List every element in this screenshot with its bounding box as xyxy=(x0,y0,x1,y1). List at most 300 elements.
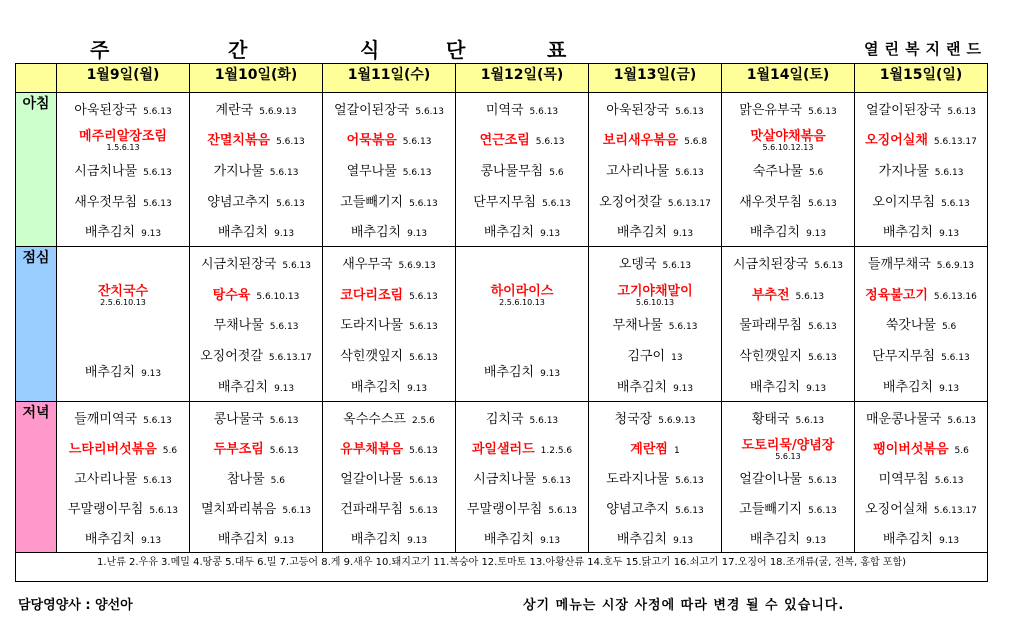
menu-item-list xyxy=(190,247,322,401)
dish-name: 숙주나물 xyxy=(752,163,803,179)
dish-name: 맑은유부국 xyxy=(739,102,803,118)
menu-cell xyxy=(57,93,190,247)
dish-name: 배추김치 xyxy=(616,225,668,241)
allergen-codes: 5.6.13 xyxy=(282,505,311,516)
menu-cell xyxy=(323,402,456,553)
dish-name: 매운콩나물국 xyxy=(866,411,942,427)
allergen-codes: 5.6.13 xyxy=(409,445,438,456)
dish-name: 오뎅국 xyxy=(618,256,657,272)
menu-item xyxy=(722,492,854,522)
dish-name: 가지나물 xyxy=(878,163,929,179)
allergen-codes: 5.6.13 xyxy=(282,260,311,271)
allergen-codes: 5.6.13 xyxy=(409,475,438,486)
allergen-codes: 5.6.13 xyxy=(143,106,172,117)
dish-name: 미역국 xyxy=(485,102,524,118)
main-dish-name: 유부채볶음 xyxy=(340,441,404,457)
menu-item xyxy=(190,402,322,432)
dish-name: 고들빼기지 xyxy=(739,501,803,517)
menu-item xyxy=(589,215,721,246)
dish-name: 시금치나물 xyxy=(74,163,138,179)
menu-item xyxy=(57,185,189,216)
allergen-codes: 5.6.13 xyxy=(402,137,432,148)
allergen-codes: 5.6.13 xyxy=(947,415,976,426)
menu-item xyxy=(190,278,322,309)
day-header: 1월14일(토) xyxy=(722,64,855,93)
allergen-codes: 9.13 xyxy=(540,229,561,240)
menu-item-list xyxy=(855,247,987,401)
dish-name: 도라지나물 xyxy=(606,471,670,487)
menu-item xyxy=(589,402,721,432)
allergen-codes: 5.6 xyxy=(162,445,178,456)
menu-item xyxy=(589,309,721,340)
allergen-codes: 5.6.13 xyxy=(808,322,837,333)
dish-name: 김치국 xyxy=(485,411,524,427)
allergy-row xyxy=(16,553,988,582)
menu-cell xyxy=(589,247,722,402)
menu-item xyxy=(57,215,189,246)
main-dish-name: 연근조림 xyxy=(479,133,530,149)
dish-name: 얼갈이된장국 xyxy=(866,102,942,118)
allergy-legend: 1.난류 2.우유 3.메밀 4.땅콩 5.대두 6.밀 7.고등어 8.게 9.새우 10.돼지고기 11.복숭아 12.토마토 13.아황산류 14.호두 15.닭고기 16.쇠고기 17.오징어 18.조개류(굴, 전복, 홍합 포함) xyxy=(16,553,988,582)
allergen-codes: 5.6.10.13 xyxy=(635,297,675,307)
menu-item xyxy=(589,462,721,492)
main-dish-name: 잔치국수 xyxy=(97,283,149,299)
allergen-codes: 5.6.13.17 xyxy=(933,505,977,516)
dish-name: 새우젓무침 xyxy=(74,194,138,210)
allergen-codes: 9.13 xyxy=(274,535,295,546)
allergen-codes: 5.6 xyxy=(941,322,957,333)
menu-item xyxy=(323,402,455,432)
menu-item xyxy=(589,154,721,185)
dish-name: 시금치된장국 xyxy=(201,256,277,272)
menu-item xyxy=(323,522,455,552)
menu-item xyxy=(57,402,189,432)
menu-item xyxy=(323,278,455,309)
dish-name: 배추김치 xyxy=(217,531,269,547)
dish-name: 미역무침 xyxy=(878,471,929,487)
allergen-codes: 5.6.13 xyxy=(675,505,704,516)
allergen-codes: 5.6.13 xyxy=(542,475,571,486)
day-header: 1월12일(목) xyxy=(456,64,589,93)
main-dish-name: 맛살야채볶음 xyxy=(750,129,826,145)
menu-item xyxy=(456,124,588,155)
menu-item-list xyxy=(57,402,189,552)
menu-cell xyxy=(323,93,456,247)
meal-row xyxy=(16,402,988,553)
menu-item-list xyxy=(589,93,721,246)
dish-name: 고들빼기지 xyxy=(340,194,404,210)
allergen-codes: 5.6.13 xyxy=(947,106,976,117)
dish-name: 삭힌깻잎지 xyxy=(739,349,803,365)
allergen-codes: 9.13 xyxy=(141,229,162,240)
menu-item xyxy=(57,154,189,185)
menu-item xyxy=(456,154,588,185)
menu-item xyxy=(456,93,588,124)
dish-name: 배추김치 xyxy=(483,225,535,241)
allergen-codes: 1 xyxy=(673,445,680,456)
menu-item xyxy=(855,432,987,462)
main-dish-name: 하이라이스 xyxy=(490,283,554,299)
allergen-codes: 2.5.6.10.13 xyxy=(499,297,545,307)
menu-cell xyxy=(722,93,855,247)
allergen-codes: 5.6.13 xyxy=(269,415,299,426)
menu-item-list xyxy=(722,247,854,401)
allergen-codes: 9.13 xyxy=(407,229,428,240)
day-header: 1월11일(수) xyxy=(323,64,456,93)
dish-name: 오징어실채 xyxy=(865,501,928,517)
menu-item xyxy=(57,522,189,552)
allergen-codes: 9.13 xyxy=(141,535,162,546)
menu-item xyxy=(323,492,455,522)
menu-item xyxy=(722,309,854,340)
allergen-codes: 5.6.13.17 xyxy=(268,353,312,364)
dish-name: 들깨무채국 xyxy=(867,256,931,272)
main-dish-name: 보리새우볶음 xyxy=(602,133,679,149)
meal-row xyxy=(16,93,988,247)
menu-item xyxy=(722,124,854,155)
menu-item-list xyxy=(456,247,588,401)
dish-name: 배추김치 xyxy=(882,531,934,547)
menu-item xyxy=(589,185,721,216)
main-dish-name: 도토리묵/양념장 xyxy=(741,437,835,453)
allergen-codes: 9.13 xyxy=(939,535,960,546)
menu-item xyxy=(456,339,588,401)
menu-item xyxy=(57,124,189,155)
dish-name: 무말랭이무침 xyxy=(467,501,543,517)
menu-item xyxy=(589,247,721,278)
title-char-5: 표 xyxy=(547,38,567,62)
main-dish-name: 계란찜 xyxy=(630,441,668,457)
dish-name: 참나물 xyxy=(226,471,265,487)
allergen-codes: 9.13 xyxy=(673,229,694,240)
menu-item-list xyxy=(323,247,455,401)
dish-name: 시금치나물 xyxy=(473,471,537,487)
menu-item xyxy=(855,309,987,340)
dish-name: 배추김치 xyxy=(350,531,402,547)
menu-item xyxy=(855,492,987,522)
allergen-codes: 5.6.13.17 xyxy=(667,198,711,209)
header-corner xyxy=(16,64,57,93)
menu-cell xyxy=(57,402,190,553)
menu-item-list xyxy=(722,402,854,552)
menu-item xyxy=(456,402,588,432)
day-header-row xyxy=(16,64,988,93)
dish-name: 배추김치 xyxy=(749,225,801,241)
menu-item xyxy=(855,215,987,246)
dish-name: 배추김치 xyxy=(616,531,668,547)
menu-item xyxy=(57,339,189,401)
dish-name: 오이지무침 xyxy=(872,194,936,210)
allergen-codes: 5.6.13 xyxy=(269,167,299,178)
menu-item xyxy=(323,309,455,340)
allergen-codes: 9.13 xyxy=(673,384,694,395)
dish-name: 콩나물무침 xyxy=(480,163,544,179)
menu-item-list xyxy=(57,247,189,401)
menu-item xyxy=(323,339,455,370)
allergen-codes: 5.6.13 xyxy=(548,505,577,516)
allergen-codes: 5.6.10.13 xyxy=(256,291,300,302)
allergen-codes: 5.6.13 xyxy=(276,198,305,209)
allergen-codes: 5.6.13 xyxy=(934,167,964,178)
dish-name: 얼갈이나물 xyxy=(739,471,803,487)
allergen-codes: 5.6 xyxy=(270,475,285,486)
menu-item-list xyxy=(323,93,455,246)
dish-name: 얼갈이된장국 xyxy=(334,102,410,118)
menu-item xyxy=(855,185,987,216)
allergen-codes: 5.6.9.13 xyxy=(259,106,297,117)
menu-item xyxy=(589,370,721,401)
menu-cell xyxy=(57,247,190,402)
allergen-codes: 1.5.6.13 xyxy=(106,143,140,153)
menu-cell xyxy=(323,247,456,402)
allergen-codes: 9.13 xyxy=(141,368,162,379)
main-dish-name: 정육불고기 xyxy=(865,287,928,303)
allergen-codes: 5.6.13 xyxy=(775,451,801,461)
menu-item xyxy=(589,339,721,370)
allergen-codes: 9.13 xyxy=(407,384,428,395)
dish-name: 아욱된장국 xyxy=(74,102,138,118)
dish-name: 쑥갓나물 xyxy=(885,318,936,334)
main-dish-name: 과일샐러드 xyxy=(471,441,535,457)
allergen-codes: 9.13 xyxy=(540,368,561,379)
dish-name: 청국장 xyxy=(614,411,653,427)
allergen-codes: 13 xyxy=(671,353,683,364)
organization-name: 열린복지랜드 xyxy=(864,40,987,58)
menu-item xyxy=(456,185,588,216)
title-char-3: 식 xyxy=(360,38,380,62)
menu-item xyxy=(855,93,987,124)
dish-name: 배추김치 xyxy=(217,225,269,241)
menu-item xyxy=(722,402,854,432)
dish-name: 오징어젓갈 xyxy=(599,194,662,210)
allergen-codes: 5.6.13 xyxy=(415,106,444,117)
menu-item xyxy=(589,492,721,522)
menu-cell xyxy=(855,93,988,247)
menu-item xyxy=(190,124,322,155)
main-dish-name: 잔멸치볶음 xyxy=(207,133,271,149)
dish-name: 김구이 xyxy=(627,349,666,365)
dish-name: 물파래무침 xyxy=(739,318,803,334)
menu-cell xyxy=(456,402,589,553)
menu-item xyxy=(190,522,322,552)
menu-item xyxy=(323,432,455,462)
menu-cell xyxy=(456,247,589,402)
dish-name: 건파래무침 xyxy=(340,501,404,517)
allergen-codes: 2.5.6 xyxy=(411,415,435,426)
menu-item xyxy=(722,93,854,124)
menu-item xyxy=(190,370,322,401)
menu-cell xyxy=(722,402,855,553)
allergen-codes: 9.13 xyxy=(806,229,827,240)
dish-name: 아욱된장국 xyxy=(606,102,670,118)
dish-name: 고사리나물 xyxy=(74,471,138,487)
allergen-codes: 5.6.9.13 xyxy=(398,260,436,271)
allergen-codes: 5.6.13 xyxy=(808,475,837,486)
allergen-codes: 5.6.13 xyxy=(409,353,438,364)
menu-item xyxy=(456,462,588,492)
menu-item xyxy=(323,370,455,401)
allergen-codes: 5.6.13 xyxy=(808,106,837,117)
menu-item xyxy=(190,432,322,462)
menu-item-list xyxy=(323,402,455,552)
dish-name: 배추김치 xyxy=(350,380,402,396)
dish-name: 단무지무침 xyxy=(872,349,936,365)
dish-name: 배추김치 xyxy=(84,531,136,547)
meal-row xyxy=(16,247,988,402)
allergen-codes: 5.6.9.13 xyxy=(658,415,696,426)
dish-name: 들깨미역국 xyxy=(74,411,138,427)
allergen-codes: 5.6.10.12.13 xyxy=(762,143,814,153)
allergen-codes: 5.6.13 xyxy=(402,167,432,178)
menu-item xyxy=(855,370,987,401)
menu-item xyxy=(589,522,721,552)
weekly-menu-table xyxy=(15,63,988,582)
menu-cell xyxy=(190,93,323,247)
allergen-codes: 5.6.13 xyxy=(934,475,964,486)
allergen-codes: 5.6.13.16 xyxy=(933,291,977,302)
menu-item xyxy=(57,462,189,492)
menu-item xyxy=(323,462,455,492)
menu-item xyxy=(456,522,588,552)
menu-item xyxy=(190,462,322,492)
menu-item xyxy=(855,339,987,370)
menu-cell xyxy=(855,247,988,402)
dietitian-label: 담당영양사 : 양선아 xyxy=(18,598,133,613)
menu-item xyxy=(57,432,189,462)
menu-cell xyxy=(589,402,722,553)
allergen-codes: 5.6.13 xyxy=(529,106,559,117)
dish-name: 배추김치 xyxy=(749,531,801,547)
menu-item-list xyxy=(57,93,189,246)
title-char-2: 간 xyxy=(228,38,248,62)
menu-item xyxy=(190,309,322,340)
menu-item xyxy=(190,185,322,216)
dish-name: 단무지무침 xyxy=(473,194,537,210)
menu-item-list xyxy=(190,93,322,246)
allergen-codes: 9.13 xyxy=(806,384,827,395)
day-header: 1월10일(화) xyxy=(190,64,323,93)
menu-cell xyxy=(722,247,855,402)
menu-item xyxy=(456,247,588,339)
menu-cell xyxy=(190,402,323,553)
dish-name: 콩나물국 xyxy=(213,411,264,427)
menu-item xyxy=(323,215,455,246)
menu-item xyxy=(456,215,588,246)
menu-item xyxy=(855,462,987,492)
menu-item xyxy=(722,462,854,492)
menu-item xyxy=(722,370,854,401)
allergen-codes: 9.13 xyxy=(806,535,827,546)
dish-name: 새우무국 xyxy=(342,256,393,272)
menu-item xyxy=(722,215,854,246)
menu-item xyxy=(456,432,588,462)
menu-item xyxy=(722,247,854,278)
menu-item-list xyxy=(589,247,721,401)
allergen-codes: 5.6.13 xyxy=(143,415,172,426)
dish-name: 무말랭이무침 xyxy=(68,501,144,517)
allergen-codes: 5.6.13 xyxy=(409,198,438,209)
menu-item-list xyxy=(722,93,854,246)
menu-item-list xyxy=(456,402,588,552)
allergen-codes: 9.13 xyxy=(274,229,295,240)
allergen-codes: 5.6.13 xyxy=(675,167,704,178)
meal-label-text: 점심 xyxy=(22,250,50,266)
menu-item xyxy=(722,185,854,216)
dish-name: 열무나물 xyxy=(346,163,397,179)
allergen-codes: 5.6.13 xyxy=(814,260,843,271)
dish-name: 양념고추지 xyxy=(207,194,271,210)
meal-label xyxy=(16,93,57,247)
allergen-codes: 5.6.13 xyxy=(808,505,837,516)
menu-item xyxy=(589,124,721,155)
menu-item xyxy=(722,339,854,370)
title-char-1: 주 xyxy=(90,38,110,62)
menu-item xyxy=(323,185,455,216)
main-dish-name: 코다리조림 xyxy=(340,287,404,303)
menu-item xyxy=(190,339,322,370)
menu-item xyxy=(190,215,322,246)
dish-name: 고사리나물 xyxy=(606,163,670,179)
dish-name: 배추김치 xyxy=(483,364,535,380)
main-dish-name: 두부조림 xyxy=(213,441,264,457)
title-char-4: 단 xyxy=(446,38,466,62)
allergen-codes: 1.2.5.6 xyxy=(540,445,573,456)
dish-name: 배추김치 xyxy=(882,225,934,241)
allergen-codes: 5.6.13 xyxy=(143,475,172,486)
meal-label-text: 저녁 xyxy=(22,405,50,421)
menu-item-list xyxy=(855,93,987,246)
dish-name: 새우젓무침 xyxy=(739,194,803,210)
allergen-codes: 5.6.13 xyxy=(941,353,970,364)
menu-item xyxy=(589,278,721,309)
menu-item-list xyxy=(589,402,721,552)
dish-name: 무채나물 xyxy=(213,318,264,334)
menu-item xyxy=(855,124,987,155)
dish-name: 배추김치 xyxy=(350,225,402,241)
menu-item xyxy=(57,247,189,339)
menu-item xyxy=(855,278,987,309)
main-dish-name: 느타리버섯볶음 xyxy=(68,441,157,457)
allergen-codes: 9.13 xyxy=(939,229,960,240)
menu-item xyxy=(190,492,322,522)
dish-name: 얼갈이나물 xyxy=(340,471,404,487)
allergen-codes: 5.6.13 xyxy=(941,198,970,209)
allergen-codes: 5.6.13 xyxy=(808,353,837,364)
dish-name: 배추김치 xyxy=(616,380,668,396)
menu-item-list xyxy=(855,402,987,552)
menu-item xyxy=(855,522,987,552)
menu-item xyxy=(456,492,588,522)
allergen-codes: 5.6.13 xyxy=(276,137,305,148)
menu-item xyxy=(323,247,455,278)
menu-item xyxy=(855,154,987,185)
allergen-codes: 5.6.13 xyxy=(795,415,825,426)
allergen-codes: 5.6.13 xyxy=(269,322,299,333)
menu-cell xyxy=(855,402,988,553)
menu-item xyxy=(589,432,721,462)
menu-item xyxy=(190,247,322,278)
menu-item xyxy=(722,278,854,309)
allergen-codes: 5.6.13 xyxy=(409,322,438,333)
menu-item xyxy=(323,93,455,124)
dish-name: 옥수수스프 xyxy=(343,411,406,427)
allergen-codes: 5.6.13 xyxy=(542,198,571,209)
dish-name: 가지나물 xyxy=(213,163,264,179)
main-dish-name: 어묵볶음 xyxy=(346,133,397,149)
allergen-codes: 5.6.13 xyxy=(668,322,698,333)
allergen-codes: 5.6.13 xyxy=(795,291,825,302)
day-header: 1월15일(일) xyxy=(855,64,988,93)
